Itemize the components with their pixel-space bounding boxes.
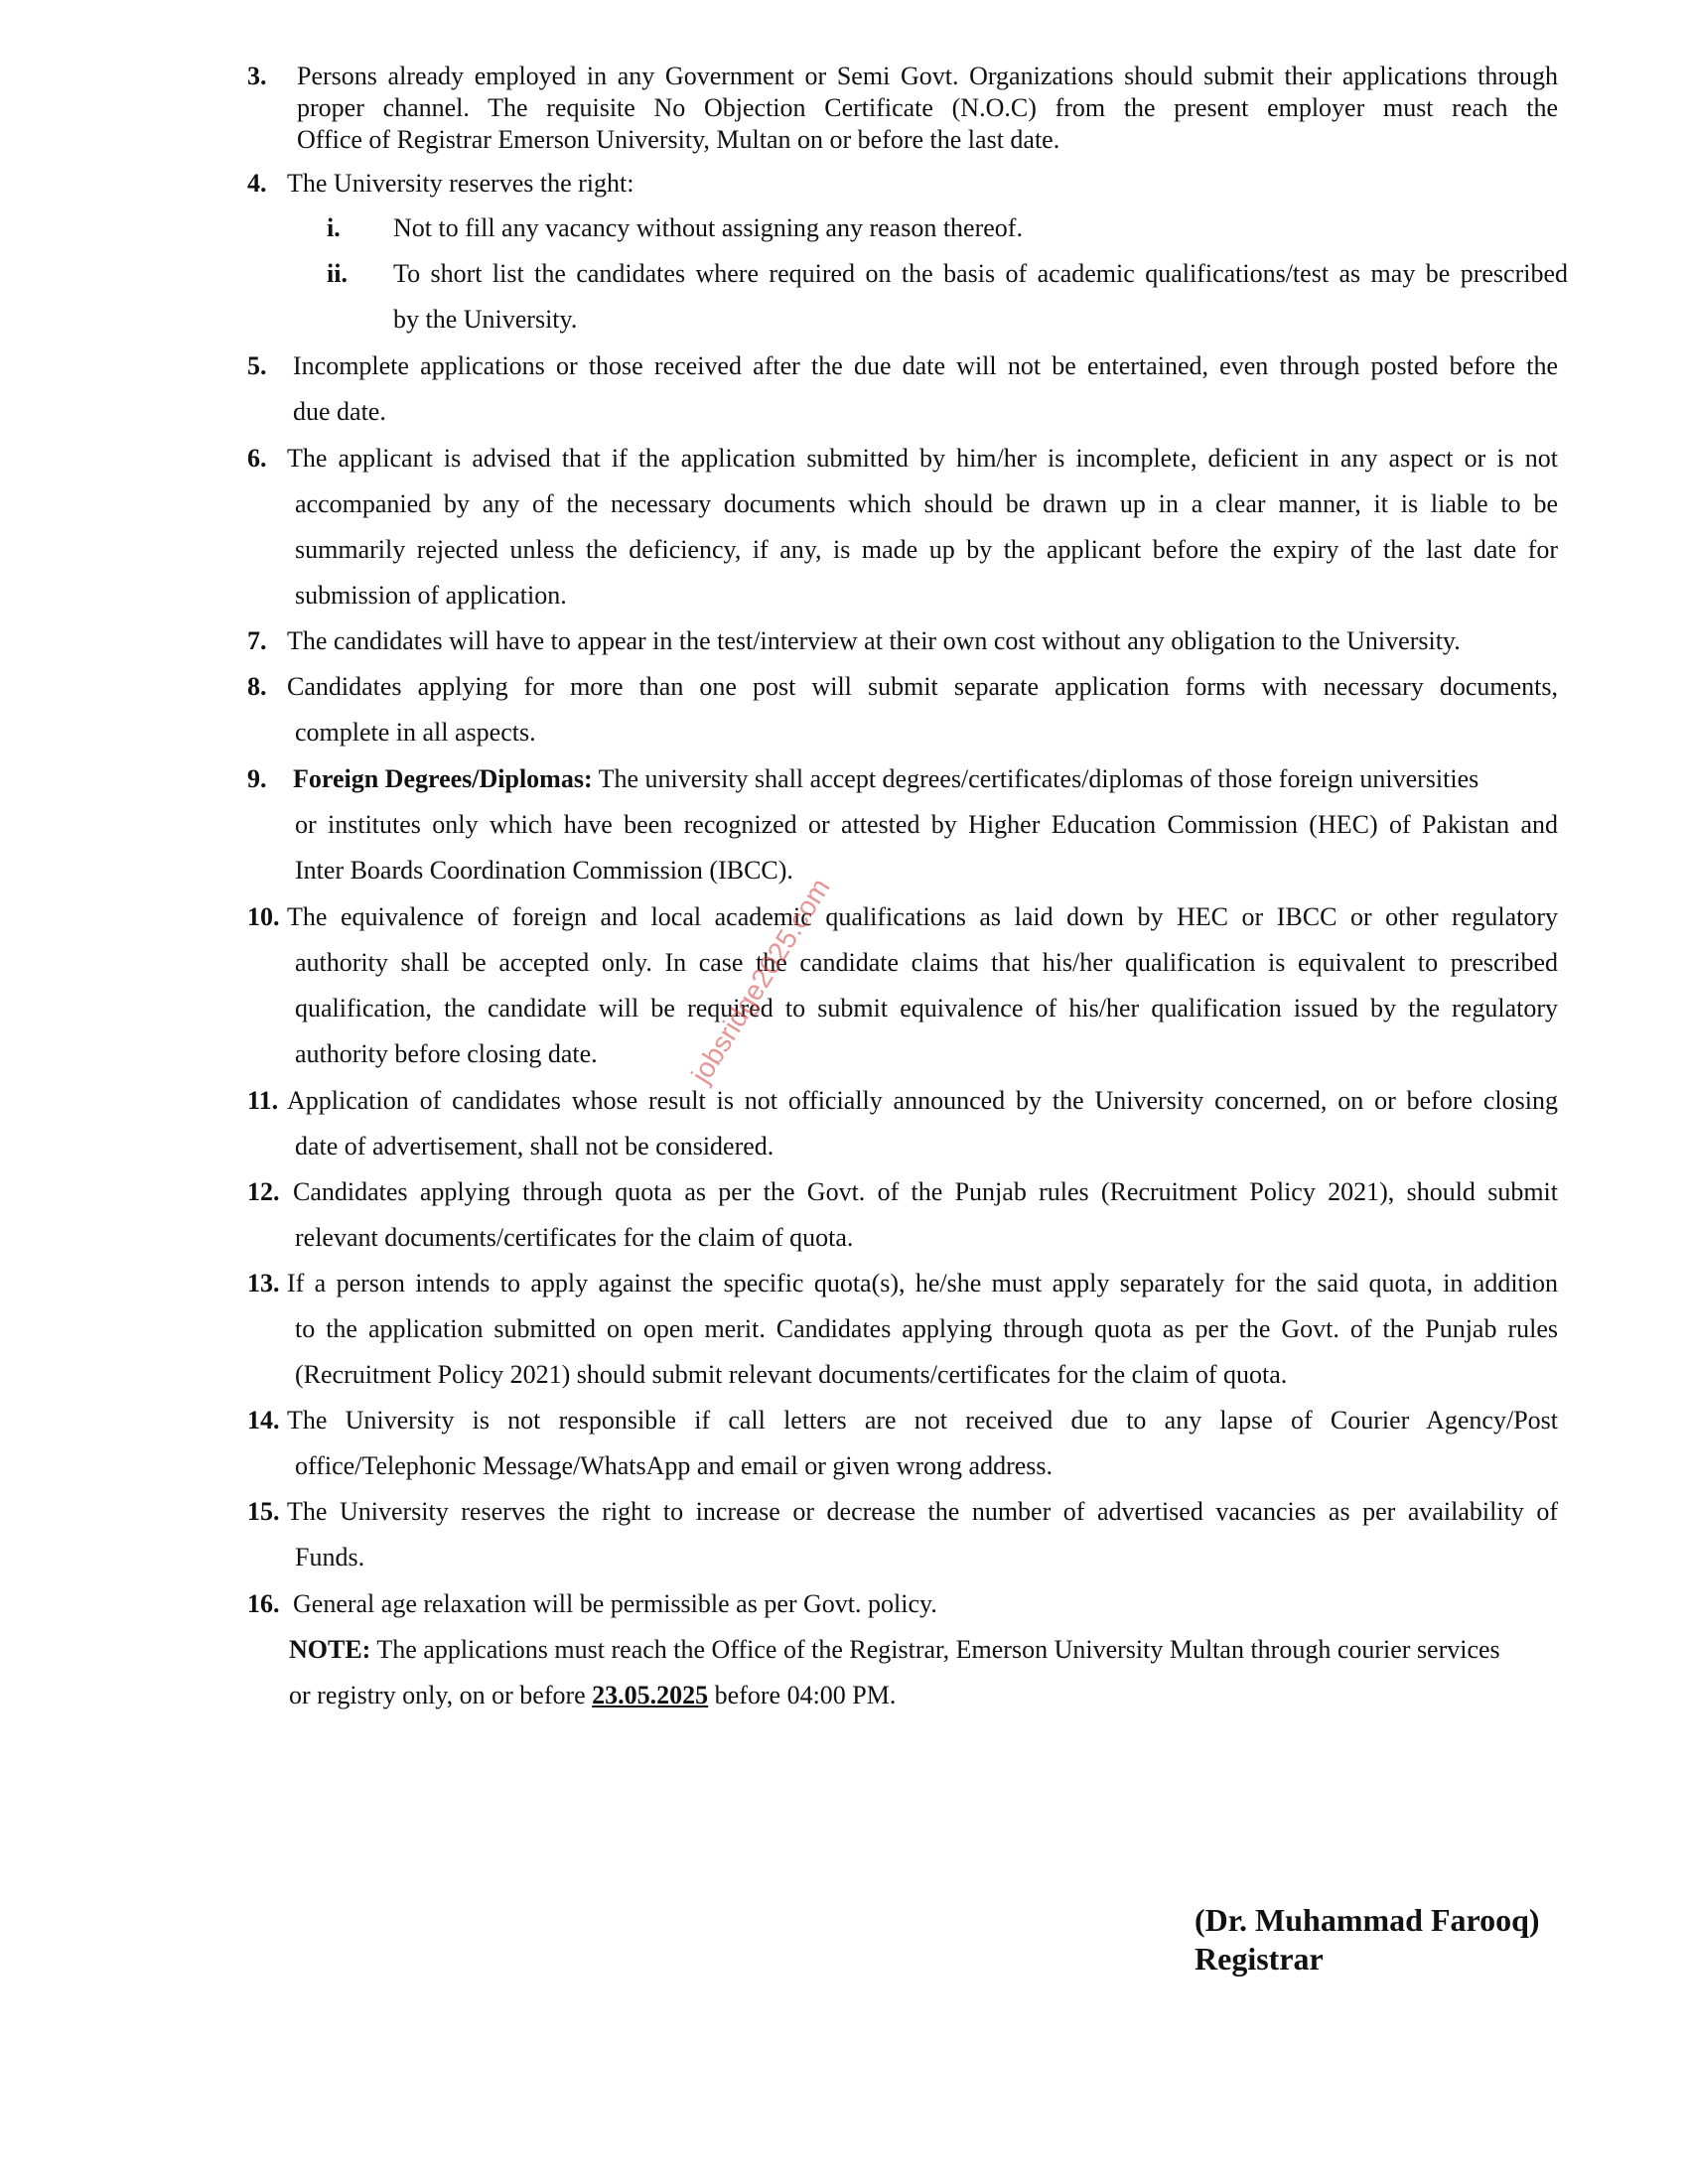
item-text: The university shall accept degrees/certificates/diplomas of those foreign universities — [592, 764, 1479, 793]
item-text-line: Candidates applying for more than one post will submit separate application forms with necessary documents, — [287, 672, 1558, 701]
sub-item-number: ii. — [327, 259, 348, 288]
item-number: 11. — [247, 1086, 279, 1115]
item-text-line — [293, 764, 1558, 794]
note-text: before 04:00 PM. — [708, 1681, 897, 1709]
item-text-line: The candidates will have to appear in the test/interview at their own cost without any obligation to the University. — [287, 626, 1461, 655]
note-text: The applications must reach the Office of the Registrar, Emerson University Multan through courier services — [370, 1635, 1500, 1664]
item-number: 6. — [247, 444, 267, 473]
item-text-line: The applicant is advised that if the application submitted by him/her is incomplete, deficient in any aspect or is not — [287, 444, 1558, 473]
item-number: 7. — [247, 626, 267, 655]
item-text-line: Incomplete applications or those received after the due date will not be entertained, even through posted before the — [293, 351, 1558, 380]
signatory-name: (Dr. Muhammad Farooq) — [1195, 1902, 1540, 1938]
item-number: 3. — [247, 62, 267, 90]
item-text-line: summarily rejected unless the deficiency, if any, is made up by the applicant before the expiry of the last date for — [295, 535, 1558, 564]
item-text-line: submission of application. — [295, 581, 567, 610]
item-text-line: proper channel. The requisite No Objection Certificate (N.O.C) from the present employer must reach the — [297, 93, 1558, 122]
note-text: or registry only, on or before — [289, 1681, 593, 1709]
item-text-line: Office of Registrar Emerson University, Multan on or before the last date. — [297, 125, 1060, 154]
item-number: 14. — [247, 1406, 280, 1434]
watermark: jobsridge2025.com — [685, 873, 836, 1089]
item-text-line: General age relaxation will be permissible as per Govt. policy. — [293, 1589, 937, 1618]
sub-item-text-line: by the University. — [393, 305, 578, 334]
item-text-line: authority before closing date. — [295, 1039, 598, 1068]
item-text-line: Persons already employed in any Government or Semi Govt. Organizations should submit their applications through — [297, 62, 1558, 90]
item-text-line: Candidates applying through quota as per the Govt. of the Punjab rules (Recruitment Policy 2021), should submit — [293, 1177, 1558, 1206]
item-text-line: Funds. — [295, 1543, 365, 1571]
note-line — [289, 1635, 1500, 1665]
item-text-line: The University reserves the right to increase or decrease the number of advertised vacancies as per availability of — [287, 1497, 1558, 1526]
item-text-line: date of advertisement, shall not be considered. — [295, 1132, 774, 1160]
item-number: 12. — [247, 1177, 280, 1206]
sub-item-number: i. — [327, 213, 341, 242]
item-number: 4. — [247, 169, 267, 198]
note-label: NOTE: — [289, 1635, 371, 1664]
sub-item-text-line: Not to fill any vacancy without assigning any reason thereof. — [393, 213, 1023, 242]
item-number: 5. — [247, 351, 267, 380]
item-text-line: qualification, the candidate will be required to submit equivalence of his/her qualification issued by the regulatory — [295, 994, 1558, 1023]
item-number: 13. — [247, 1269, 280, 1297]
item-text-line: office/Telephonic Message/WhatsApp and email or given wrong address. — [295, 1451, 1054, 1480]
item-text-line: or institutes only which have been recognized or attested by Higher Education Commission (HEC) of Pakistan and — [295, 810, 1558, 839]
item-number: 9. — [247, 764, 267, 793]
item-text-line: The University is not responsible if call letters are not received due to any lapse of Courier Agency/Post — [287, 1406, 1558, 1434]
item-text-line: authority shall be accepted only. In case the candidate claims that his/her qualification is equivalent to prescribed — [295, 948, 1558, 977]
item-text-line: Inter Boards Coordination Commission (IBCC). — [295, 856, 793, 885]
item-text-line: (Recruitment Policy 2021) should submit relevant documents/certificates for the claim of quota. — [295, 1360, 1288, 1389]
item-text-line: Application of candidates whose result is not officially announced by the University concerned, on or before closing — [287, 1086, 1558, 1115]
item-text-line: The University reserves the right: — [287, 169, 634, 198]
item-text-line: to the application submitted on open merit. Candidates applying through quota as per the Govt. of the Punjab rules — [295, 1314, 1558, 1343]
item-text-line: If a person intends to apply against the specific quota(s), he/she must apply separately for the said quota, in addition — [287, 1269, 1558, 1297]
item-text-line: The equivalence of foreign and local academic qualifications as laid down by HEC or IBCC or other regulatory — [287, 902, 1558, 931]
signatory-title: Registrar — [1195, 1941, 1324, 1977]
item-text-line: due date. — [293, 397, 386, 426]
item-number: 10. — [247, 902, 280, 931]
note-line — [289, 1681, 896, 1710]
deadline-date: 23.05.2025 — [592, 1681, 709, 1709]
sub-item-text-line: To short list the candidates where required on the basis of academic qualifications/test as may be prescribed — [393, 259, 1568, 288]
item-number: 16. — [247, 1589, 280, 1618]
item-text-line: complete in all aspects. — [295, 718, 536, 747]
item-number: 15. — [247, 1497, 280, 1526]
item-text-line: accompanied by any of the necessary documents which should be drawn up in a clear manner, it is liable to be — [295, 489, 1558, 518]
foreign-degrees-heading: Foreign Degrees/Diplomas: — [293, 764, 593, 793]
item-number: 8. — [247, 672, 267, 701]
item-text-line: relevant documents/certificates for the claim of quota. — [295, 1223, 854, 1252]
